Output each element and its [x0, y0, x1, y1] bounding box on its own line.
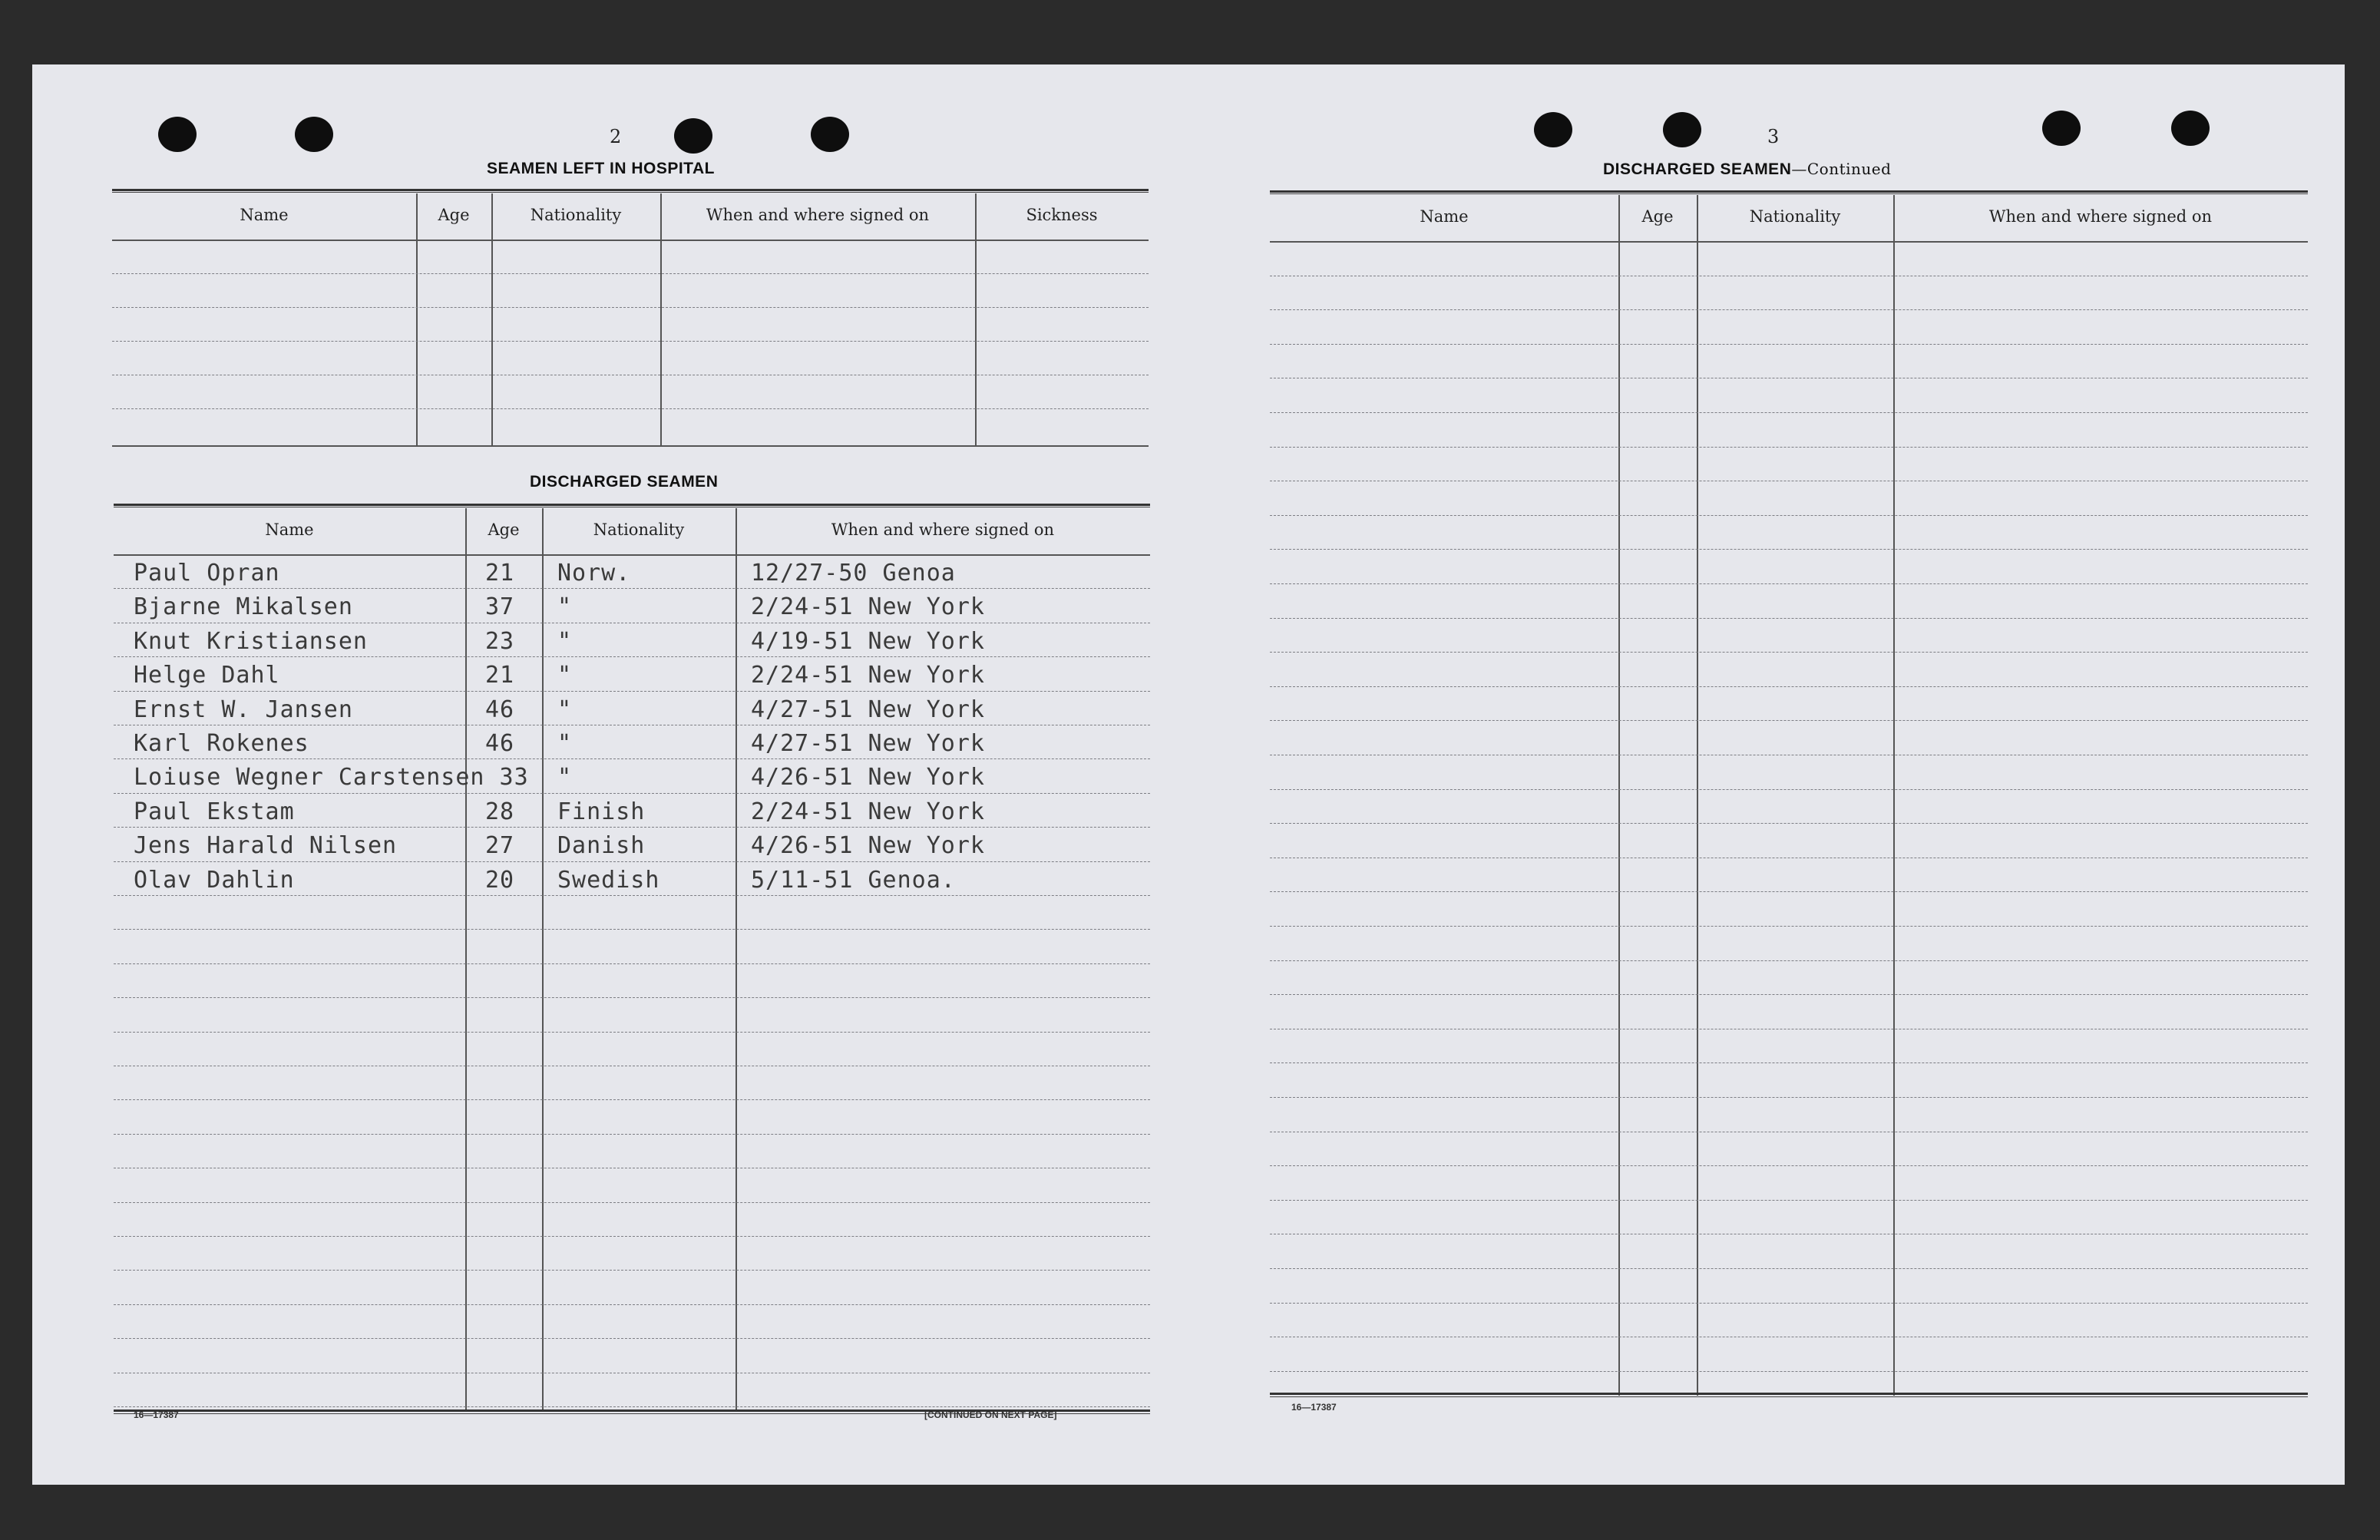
ruled-line [114, 1032, 1150, 1033]
right-col-age: Age [1641, 207, 1674, 226]
punch-hole [674, 118, 712, 154]
discharged-cell-nationality: Swedish [557, 866, 660, 894]
ruled-line [1270, 926, 2308, 927]
ruled-line [1270, 309, 2308, 310]
discharged-cell-name: Olav Dahlin [134, 866, 295, 894]
discharged-cell-name: Jens Harald Nilsen [134, 832, 398, 860]
discharged-cell-name: Paul Opran [134, 560, 280, 587]
discharged-cell-name: Bjarne Mikalsen [134, 593, 353, 621]
discharged-cell-signed-on: 4/26-51 New York [751, 764, 985, 791]
punch-hole [811, 117, 849, 152]
discharged-cell-signed-on: 4/27-51 New York [751, 696, 985, 723]
discharged-row [114, 554, 1150, 588]
ruled-line [1270, 994, 2308, 995]
punch-hole [1663, 112, 1701, 147]
discharged-cell-nationality: Finish [557, 798, 646, 825]
ruled-line [1270, 891, 2308, 892]
ruled-line [114, 963, 1150, 964]
form-number-right: 16—17387 [1291, 1402, 1337, 1413]
discharged-cell-name: Knut Kristiansen [134, 627, 368, 655]
hospital-section-title: SEAMEN LEFT IN HOSPITAL [487, 160, 715, 177]
ruled-line [114, 1406, 1150, 1407]
punch-hole [295, 117, 333, 152]
page-number-right: 3 [1767, 126, 1780, 147]
ruled-line [1270, 412, 2308, 413]
discharged-cell-name: Helge Dahl [134, 662, 280, 689]
ruled-line [1270, 720, 2308, 721]
discharged-cell-nationality: Norw. [557, 560, 631, 587]
discharged-cell-age: 20 [485, 866, 515, 894]
hospital-col-sickness: Sickness [1026, 206, 1098, 224]
right-col-nationality: Nationality [1749, 207, 1841, 226]
discharged-row [114, 758, 1150, 792]
ruled-line [1270, 1268, 2308, 1269]
ruled-line [1270, 1303, 2308, 1304]
ruled-line [1270, 652, 2308, 653]
page-number-left: 2 [610, 126, 622, 147]
discharged-cell-age: 21 [485, 560, 515, 587]
discharged-cell-signed-on: 5/11-51 Genoa. [751, 866, 956, 894]
discharged-cell-signed-on: 4/27-51 New York [751, 730, 985, 757]
punch-hole [2042, 111, 2081, 146]
discharged-row [114, 793, 1150, 827]
discharged-cell-nationality: " [557, 593, 573, 621]
discharged-cell-signed-on: 2/24-51 New York [751, 662, 985, 689]
ruled-line [1270, 1165, 2308, 1166]
discharged-col-age: Age [488, 520, 520, 539]
discharged-cell-nationality: " [557, 662, 573, 689]
ruled-line [114, 1236, 1150, 1237]
discharged-col-signed-on: When and where signed on [831, 520, 1055, 539]
hospital-col-signed-on: When and where signed on [706, 206, 930, 224]
discharged-cell-nationality: " [557, 764, 573, 791]
discharged-table-right [1270, 190, 2308, 1397]
discharged-cell-name: Paul Ekstam [134, 798, 295, 825]
ruled-line [1270, 789, 2308, 790]
ruled-line [114, 1134, 1150, 1135]
discharged-cell-signed-on: 4/26-51 New York [751, 832, 985, 860]
discharged-cell-age: 21 [485, 662, 515, 689]
ruled-line [1270, 549, 2308, 550]
discharged-row [114, 725, 1150, 758]
hospital-col-age: Age [438, 206, 470, 224]
discharged-row [114, 588, 1150, 622]
ruled-line [1270, 1371, 2308, 1372]
discharged-cell-signed-on: 2/24-51 New York [751, 593, 985, 621]
discharged-cell-name: Ernst W. Jansen [134, 696, 353, 723]
right-col-name: Name [1420, 207, 1469, 226]
ruled-line [114, 929, 1150, 930]
ruled-line [1270, 1200, 2308, 1201]
discharged-row [114, 691, 1150, 725]
ruled-line [1270, 1097, 2308, 1098]
ruled-line [114, 1270, 1150, 1271]
ruled-line [1270, 344, 2308, 345]
right-col-signed-on: When and where signed on [1988, 207, 2213, 226]
ruled-line [114, 997, 1150, 998]
discharged-cell-nationality: " [557, 627, 573, 655]
ruled-line [114, 1338, 1150, 1339]
punch-hole [2171, 111, 2210, 146]
hospital-table [112, 189, 1149, 514]
discharged-cell-nationality: " [557, 696, 573, 723]
ruled-line [114, 1202, 1150, 1203]
discharged-continued-title [1603, 160, 1891, 179]
discharged-row [114, 861, 1150, 895]
discharged-cell-age: 28 [485, 798, 515, 825]
form-number-left: 16—17387 [134, 1409, 179, 1420]
discharged-cell-age: 37 [485, 593, 515, 621]
discharged-cell-signed-on: 2/24-51 New York [751, 798, 985, 825]
discharged-cell-signed-on: 12/27-50 Genoa [751, 560, 956, 587]
ruled-line [1270, 1062, 2308, 1063]
discharged-section-title: DISCHARGED SEAMEN [530, 473, 719, 491]
hospital-col-name: Name [240, 206, 289, 224]
discharged-cell-name: Karl Rokenes [134, 730, 309, 757]
discharged-row [114, 827, 1150, 861]
ruled-line [1270, 447, 2308, 448]
discharged-row [114, 656, 1150, 690]
discharged-cell-name: Loiuse Wegner Carstensen 33 [134, 764, 529, 791]
punch-hole [1534, 112, 1572, 147]
continued-note: [CONTINUED ON NEXT PAGE] [924, 1409, 1057, 1420]
ruled-line [1270, 618, 2308, 619]
discharged-cell-age: 23 [485, 627, 515, 655]
discharged-cell-nationality: " [557, 730, 573, 757]
discharged-table-left [114, 504, 1150, 1417]
continued-suffix: —Continued [1791, 160, 1892, 178]
discharged-cell-age: 46 [485, 730, 515, 757]
ruled-line [114, 895, 1150, 896]
manifest-sheet [32, 64, 2345, 1485]
discharged-cell-age: 27 [485, 832, 515, 860]
discharged-row [114, 623, 1150, 656]
discharged-cell-nationality: Danish [557, 832, 646, 860]
discharged-cell-signed-on: 4/19-51 New York [751, 627, 985, 655]
discharged-continued-title-text: DISCHARGED SEAMEN [1603, 160, 1792, 178]
punch-hole [158, 117, 197, 152]
ruled-line [1270, 960, 2308, 961]
discharged-col-name: Name [265, 520, 314, 539]
ruled-line [1270, 686, 2308, 687]
hospital-col-nationality: Nationality [530, 206, 622, 224]
ruled-line [1270, 583, 2308, 584]
ruled-line [1270, 515, 2308, 516]
ruled-line [114, 1099, 1150, 1100]
ruled-line [1270, 823, 2308, 824]
ruled-line [114, 1304, 1150, 1305]
discharged-cell-age: 46 [485, 696, 515, 723]
discharged-col-nationality: Nationality [593, 520, 685, 539]
